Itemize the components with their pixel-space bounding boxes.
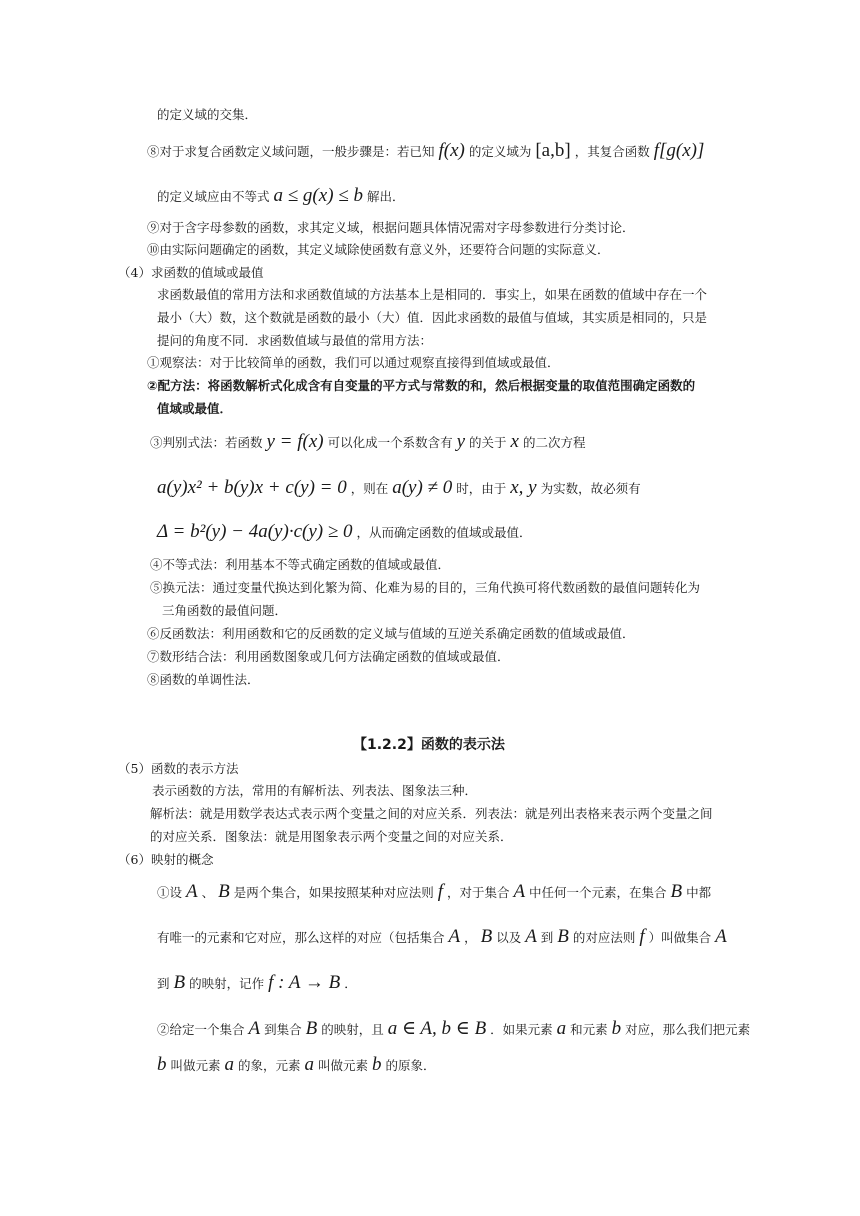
math-set-B: B <box>480 926 493 947</box>
section-heading-6: （6）映射的概念 <box>118 852 214 867</box>
math-f: f <box>437 881 443 902</box>
text-segment: 到 <box>157 976 170 991</box>
math-set-A: A <box>513 881 526 902</box>
text-line <box>157 971 357 995</box>
text-line <box>157 520 532 544</box>
math-quadratic-equation: a(y)x² + b(y)x + c(y) = 0 <box>157 477 347 498</box>
method-substitution-cont: 三角函数的最值问题． <box>162 603 288 618</box>
text-segment: 有唯一的元素和它对应，那么这样的对应（包括集合 <box>157 930 445 945</box>
math-mapping: f : A → B <box>268 972 341 993</box>
math-f-of-x: f(x) <box>438 140 465 161</box>
text-line <box>157 1053 435 1077</box>
text-segment: 的原象． <box>385 1058 436 1073</box>
paragraph-line: 最小（大）数，这个数就是函数的最小（大）值．因此求函数的最值与值域，其实质是相同的，只是 <box>157 310 708 325</box>
text-segment: ．如果元素 <box>490 1022 553 1037</box>
text-segment: 、 <box>201 885 215 900</box>
text-segment: 为实数，故必须有 <box>540 481 641 496</box>
text-segment: 到 <box>540 930 554 945</box>
text-segment: 是两个集合，如果按照某种对应法则 <box>233 885 434 900</box>
section-heading-5: （5）函数的表示方法 <box>118 761 239 776</box>
text-segment: ，其复合函数 <box>574 144 650 159</box>
text-segment: 的定义域应由不等式 <box>157 189 270 204</box>
text-line: 的定义域的交集． <box>157 107 258 122</box>
math-a: a <box>304 1054 314 1075</box>
text-segment: 解出． <box>366 189 405 204</box>
text-line-step-10: ⑩由实际问题确定的函数，其定义域除使函数有意义外，还要符合问题的实际意义． <box>147 242 610 257</box>
text-segment: 的映射，记作 <box>189 976 265 991</box>
text-segment: 对应，那么我们把元素 <box>625 1022 751 1037</box>
text-line-step-8 <box>147 139 704 163</box>
method-observation: ①观察法：对于比较简单的函数，我们可以通过观察直接得到值域或最值． <box>147 355 560 370</box>
math-delta: Δ = b²(y) − 4a(y)·c(y) ≥ 0 <box>157 521 353 542</box>
text-segment: 中任何一个元素，在集合 <box>529 885 667 900</box>
math-a: a <box>556 1018 567 1039</box>
text-segment: ． <box>344 976 357 991</box>
text-line <box>157 476 641 500</box>
text-segment: ②给定一个集合 <box>157 1022 245 1037</box>
text-segment: 的二次方程 <box>522 435 586 450</box>
method-completing-square-cont: 值域或最值． <box>157 401 233 416</box>
text-segment: 可以化成一个系数含有 <box>327 435 453 450</box>
math-set-A: A <box>448 926 461 947</box>
paragraph-line: 的对应关系．图象法：就是用图象表示两个变量之间的对应关系． <box>150 829 513 844</box>
math-composite: f[g(x)] <box>653 140 705 161</box>
math-set-B: B <box>557 926 569 947</box>
text-segment: 的关于 <box>469 435 507 450</box>
text-line-step-9: ⑨对于含字母参数的函数，求其定义域，根据问题具体情况需对字母参数进行分类讨论． <box>147 220 635 235</box>
paragraph-line: 解析法：就是用数学表达式表示两个变量之间的对应关系．列表法：就是列出表格来表示两个变量之间 <box>150 806 713 821</box>
text-segment: 叫做元素 <box>170 1058 221 1073</box>
text-segment: ③判别式法：若函数 <box>150 435 263 450</box>
method-completing-square: ②配方法：将函数解析式化成含有自变量的平方式与常数的和，然后根据变量的取值范围确定函数的 <box>147 378 696 393</box>
math-b: b <box>611 1018 622 1039</box>
method-graphical: ⑦数形结合法：利用函数图象或几何方法确定函数的值域或最值． <box>147 649 510 664</box>
text-segment: ， <box>464 930 477 945</box>
math-x: x <box>510 431 519 452</box>
math-ay-neq-zero: a(y) ≠ 0 <box>392 477 453 498</box>
text-segment: 的映射，且 <box>321 1022 384 1037</box>
math-x-y: x, y <box>510 477 537 498</box>
text-segment: 的对应法则 <box>572 930 636 945</box>
math-a: a <box>224 1054 234 1075</box>
text-segment: 叫做元素 <box>317 1058 368 1073</box>
math-interval: [a,b] <box>535 140 571 161</box>
math-set-B: B <box>173 972 186 993</box>
text-line <box>157 925 727 949</box>
method-substitution: ⑤换元法：通过变量代换达到化繁为简、化难为易的目的，三角代换可将代数函数的最值问题转化为 <box>150 580 701 595</box>
text-segment: ①设 <box>157 885 183 900</box>
text-segment: ，对于集合 <box>446 885 510 900</box>
math-y-eq-fx: y = f(x) <box>266 431 324 452</box>
text-segment: ，从而确定函数的值域或最值． <box>356 525 532 540</box>
math-set-B: B <box>670 881 683 902</box>
section-heading-4: （4）求函数的值域或最值 <box>118 265 264 280</box>
text-segment: ）叫做集合 <box>648 930 712 945</box>
math-set-A: A <box>715 926 727 947</box>
text-segment: 以及 <box>496 930 522 945</box>
math-membership: a ∈ A, b ∈ B <box>387 1018 487 1039</box>
paragraph-line: 表示函数的方法，常用的有解析法、列表法、图象法三种． <box>152 783 478 798</box>
text-segment: 和元素 <box>570 1022 608 1037</box>
paragraph-line: 提问的角度不同．求函数值域与最值的常用方法： <box>157 333 433 348</box>
text-line <box>157 184 404 208</box>
math-set-A: A <box>248 1018 261 1039</box>
math-inequality: a ≤ g(x) ≤ b <box>273 185 363 206</box>
image-definition <box>157 1017 750 1041</box>
math-b: b <box>157 1054 167 1075</box>
method-discriminant <box>150 430 585 454</box>
math-set-B: B <box>218 881 230 902</box>
text-segment: 的定义域为 <box>468 144 532 159</box>
math-set-B: B <box>305 1018 318 1039</box>
text-segment: ⑧对于求复合函数定义域问题，一般步骤是：若已知 <box>147 144 435 159</box>
math-y: y <box>456 431 466 452</box>
mapping-definition <box>157 880 711 904</box>
math-set-A: A <box>525 926 537 947</box>
text-segment: 时，由于 <box>456 481 507 496</box>
paragraph-line: 求函数最值的常用方法和求函数值域的方法基本上是相同的．事实上，如果在函数的值域中存在一个 <box>157 287 708 302</box>
text-segment: 到集合 <box>264 1022 302 1037</box>
text-segment: 的象，元素 <box>237 1058 301 1073</box>
method-monotonicity: ⑧函数的单调性法． <box>147 672 260 687</box>
text-segment: ，则在 <box>350 481 389 496</box>
math-b: b <box>371 1054 382 1075</box>
math-f: f <box>639 926 645 947</box>
text-segment: 中都 <box>686 885 712 900</box>
method-inverse-function: ⑥反函数法：利用函数和它的反函数的定义域与值域的互逆关系确定函数的值域或最值． <box>147 626 635 641</box>
method-inequality: ④不等式法：利用基本不等式确定函数的值域或最值． <box>150 557 451 572</box>
math-set-A: A <box>186 881 198 902</box>
section-title: 【1.2.2】函数的表示法 <box>353 737 505 753</box>
